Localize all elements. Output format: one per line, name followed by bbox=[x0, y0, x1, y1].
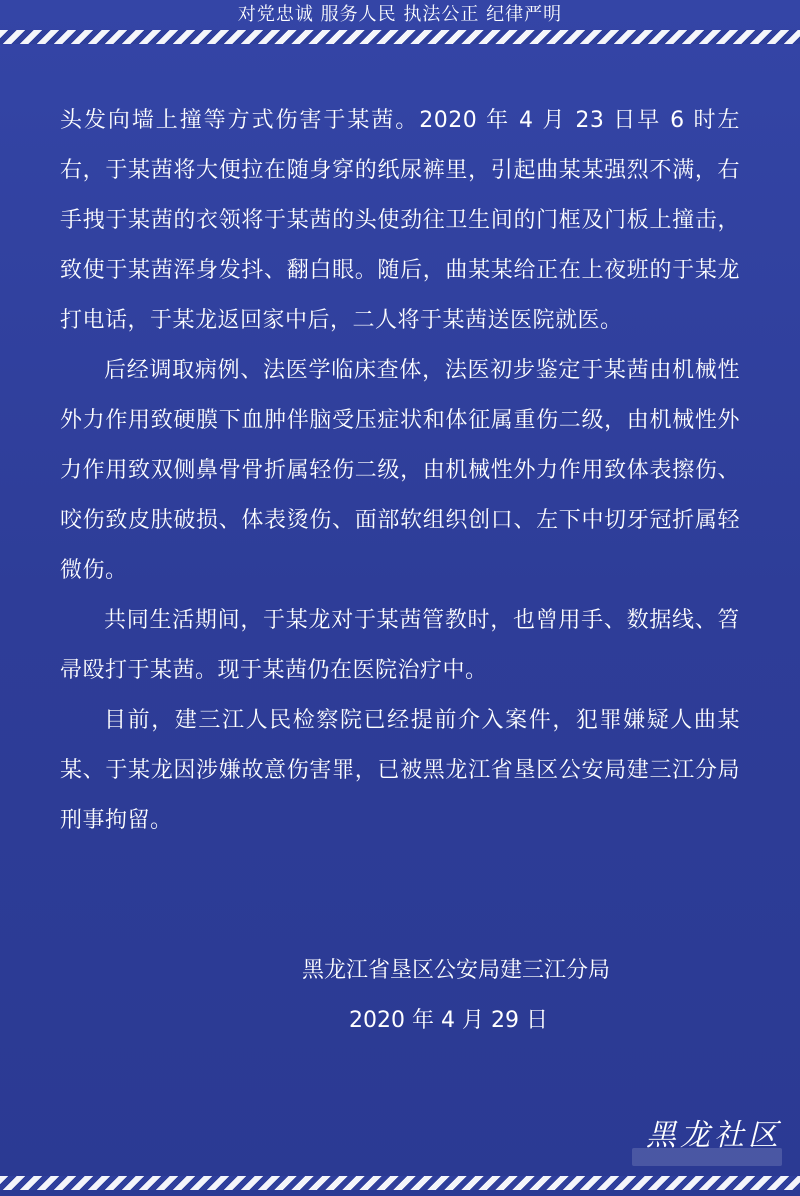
decorative-stripe-bottom bbox=[0, 1176, 800, 1190]
watermark-strip bbox=[632, 1148, 782, 1166]
decorative-stripe-top bbox=[0, 30, 800, 44]
paragraph: 后经调取病例、法医学临床查体，法医初步鉴定于某茜由机械性外力作用致硬膜下血肿伴脑受压症状和体征属重伤二级，由机械性外力作用致双侧鼻骨骨折属轻伤二级，由机械性外力作用致体表擦伤、咬伤致皮肤破损、体表烫伤、面部软组织创口、左下中切牙冠折属轻微伤。 bbox=[60, 358, 740, 583]
watermark-logo bbox=[612, 1110, 782, 1170]
signature-date: 2020 年 4 月 29 日 bbox=[349, 1008, 548, 1033]
signature-agency: 黑龙江省垦区公安局建三江分局 bbox=[301, 958, 610, 983]
notice-body bbox=[60, 96, 740, 846]
paragraph: 目前，建三江人民检察院已经提前介入案件，犯罪嫌疑人曲某某、于某龙因涉嫌故意伤害罪，已被黑龙江省垦区公安局建三江分局刑事拘留。 bbox=[60, 708, 740, 833]
paragraph: 共同生活期间，于某龙对于某茜管教时，也曾用手、数据线、笤帚殴打于某茜。现于某茜仍在医院治疗中。 bbox=[60, 608, 740, 683]
slogan-banner: 对党忠诚 服务人民 执法公正 纪律严明 bbox=[237, 4, 563, 25]
paragraph: 头发向墙上撞等方式伤害于某茜。2020 年 4 月 23 日早 6 时左右，于某茜将大便拉在随身穿的纸尿裤里，引起曲某某强烈不满，右手拽于某茜的衣领将于某茜的头使劲往卫生间的门框及门板上撞击，致使于某茜浑身发抖、翻白眼。随后，曲某某给正在上夜班的于某龙打电话，于某龙返回家中后，二人将于某茜送医院就医。 bbox=[60, 108, 740, 333]
watermark-text: 黑龙社区 bbox=[646, 1118, 782, 1153]
